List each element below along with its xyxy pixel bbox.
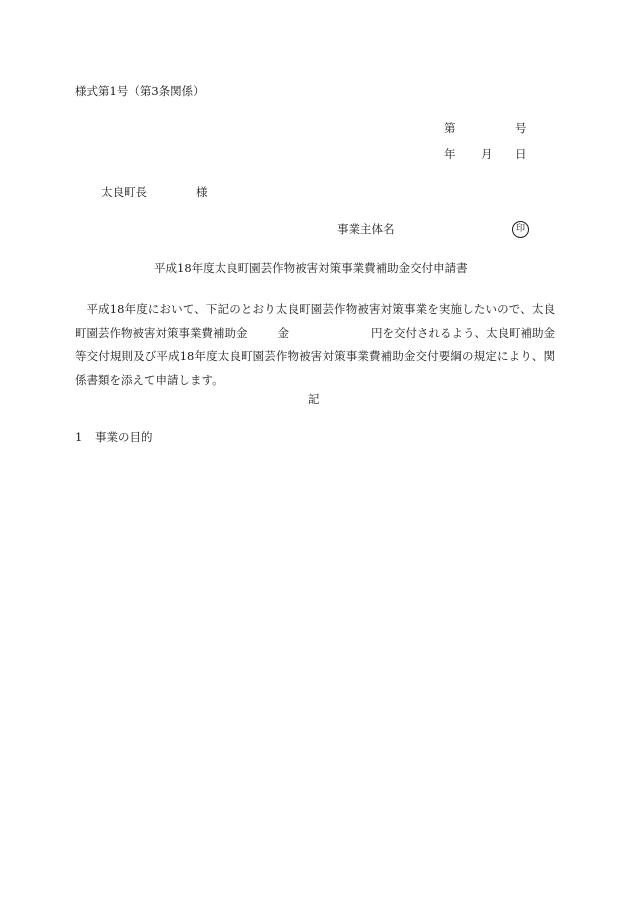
- body-text-kin: 金: [277, 325, 289, 340]
- item-label: 事業の目的: [95, 430, 153, 444]
- date-day-label: 日: [515, 147, 527, 161]
- item-number: 1: [75, 430, 83, 444]
- addressee-honorific: 様: [196, 185, 208, 199]
- date-month-label: 月: [481, 147, 493, 161]
- issue-number-suffix: 号: [515, 121, 527, 135]
- body-text-part1: 平成18年度において、下記のとおり太良町園芸作物被害対策事業を実施したいので、太良町園芸作物被害対策事業費補助金: [75, 302, 555, 340]
- ki-heading: 記: [308, 392, 320, 406]
- date-year-label: 年: [444, 147, 456, 161]
- issue-number-prefix: 第: [444, 121, 456, 135]
- form-number: 様式第1号（第3条関係）: [75, 84, 205, 98]
- seal-icon: 印: [512, 221, 529, 238]
- body-text-part2: 円を交付されるよう、太良町補助金等交付規則及び平成18年度太良町園芸作物被害対策事業費補助金交付要綱の規定により、関係書類を添えて申請します。: [75, 325, 555, 387]
- application-body: [75, 298, 555, 392]
- addressee-name: 太良町長: [101, 185, 147, 199]
- document-title: 平成18年度太良町園芸作物被害対策事業費補助金交付申請書: [154, 261, 468, 275]
- applicant-label: 事業主体名: [337, 222, 395, 236]
